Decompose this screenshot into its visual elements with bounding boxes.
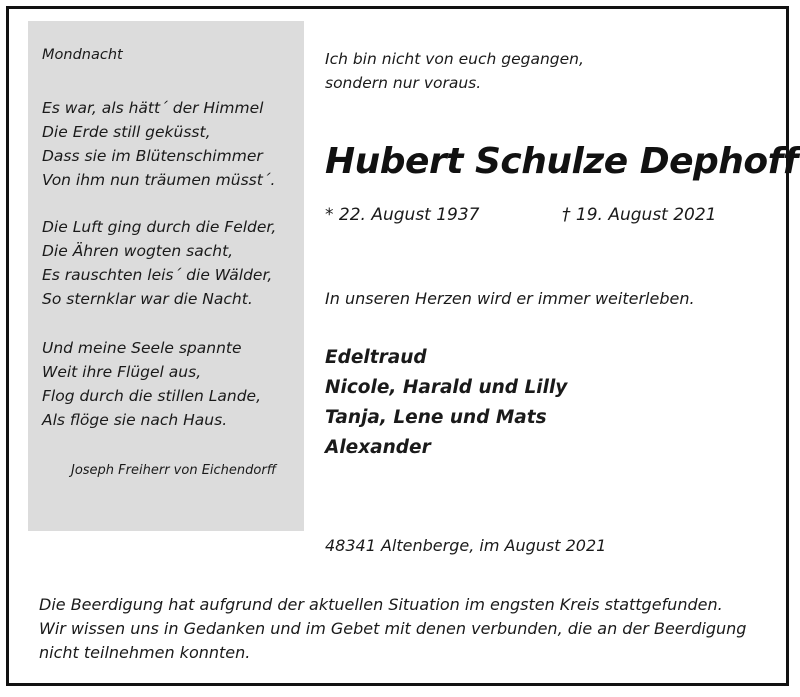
- poem-line: So sternklar war die Nacht.: [42, 290, 253, 308]
- note-line: Die Beerdigung hat aufgrund der aktuellen Situation im engsten Kreis stattgefunden.: [39, 595, 723, 614]
- motto-line: sondern nur voraus.: [325, 74, 482, 92]
- deceased-name: Hubert Schulze Dephoff: [325, 141, 798, 182]
- mourner: Alexander: [325, 437, 431, 458]
- place-date: 48341 Altenberge, im August 2021: [325, 536, 607, 555]
- poem-line: Die Ähren wogten sacht,: [42, 242, 234, 260]
- remembrance-text: In unseren Herzen wird er immer weiterleben.: [325, 289, 695, 308]
- poem-line: Es rauschten leis´ die Wälder,: [42, 266, 273, 284]
- motto-line: Ich bin nicht von euch gegangen,: [325, 50, 584, 68]
- poem-stanza-3: [42, 336, 261, 432]
- poem-line: Es war, als hätt´ der Himmel: [42, 99, 264, 117]
- poem-line: Von ihm nun träumen müsst´.: [42, 171, 276, 189]
- funeral-note: [39, 593, 746, 665]
- motto: [325, 47, 584, 95]
- poem-author: Joseph Freiherr von Eichendorff: [71, 463, 277, 478]
- mourner: Edeltraud: [325, 347, 427, 368]
- poem-title: Mondnacht: [42, 47, 123, 63]
- poem-stanza-1: [42, 96, 275, 192]
- mourners-list: [325, 343, 567, 463]
- notice-frame: [6, 6, 798, 686]
- poem-line: Die Erde still geküsst,: [42, 123, 211, 141]
- poem-line: Dass sie im Blütenschimmer: [42, 147, 263, 165]
- birth-date: * 22. August 1937: [325, 205, 480, 225]
- poem-line: Als flöge sie nach Haus.: [42, 411, 228, 429]
- mourner: Tanja, Lene und Mats: [325, 407, 547, 428]
- note-line: Wir wissen uns in Gedanken und im Gebet mit denen verbunden, die an der Beerdigung: [39, 619, 747, 638]
- mourner: Nicole, Harald und Lilly: [325, 377, 568, 398]
- death-date: † 19. August 2021: [562, 205, 717, 225]
- poem-line: Weit ihre Flügel aus,: [42, 363, 202, 381]
- poem-line: Und meine Seele spannte: [42, 339, 242, 357]
- note-line: nicht teilnehmen konnten.: [39, 643, 251, 662]
- poem-stanza-2: [42, 215, 276, 311]
- poem-line: Flog durch die stillen Lande,: [42, 387, 262, 405]
- poem-line: Die Luft ging durch die Felder,: [42, 218, 277, 236]
